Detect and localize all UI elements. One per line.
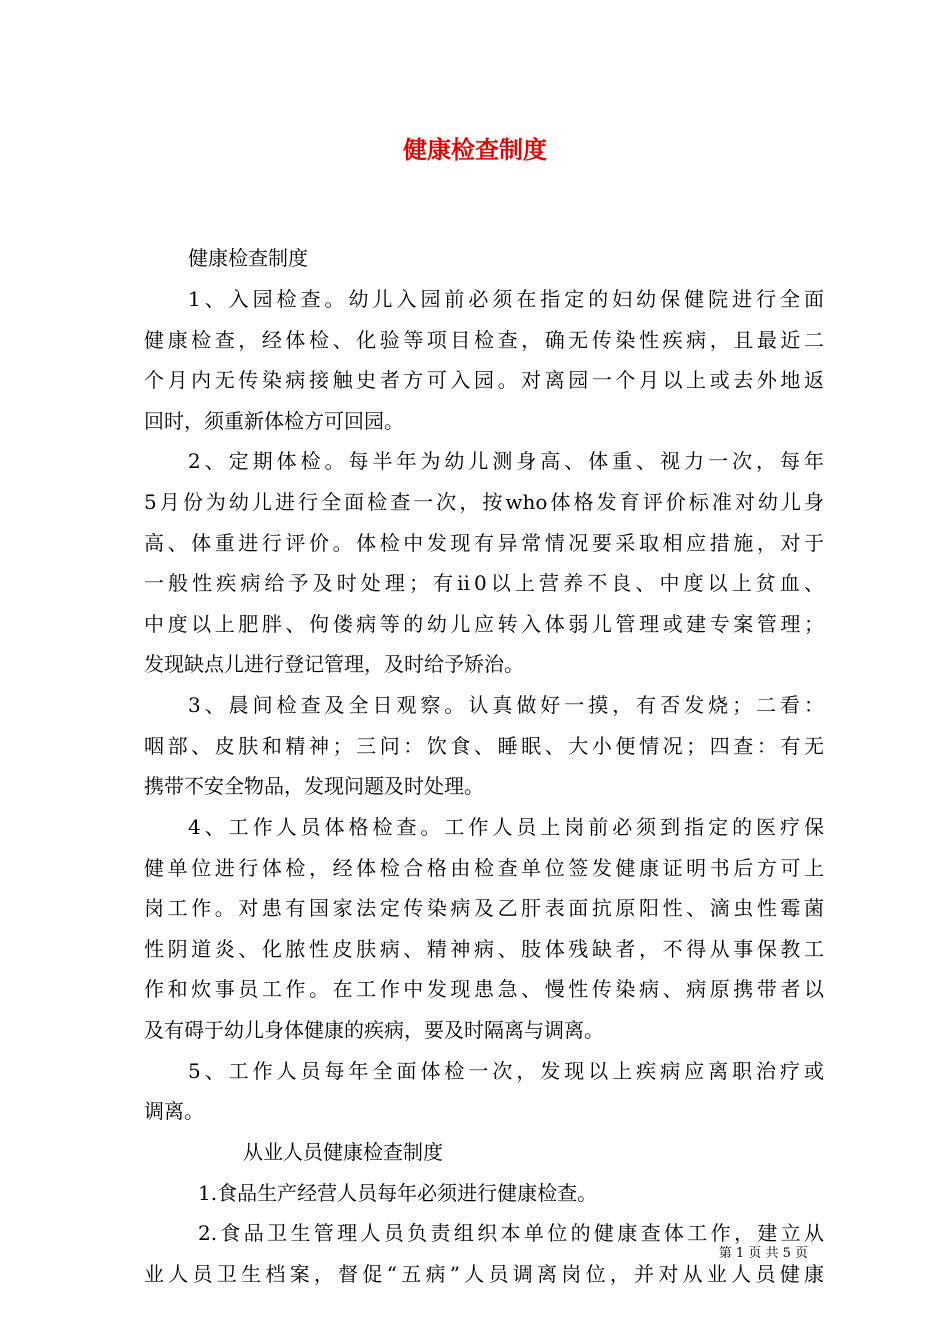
body-line: 健单位进行体检，经体检合格由检查单位签发健康证明书后方可上 [144, 856, 824, 880]
body-line: 回时，须重新体检方可回园。 [144, 409, 404, 433]
section-heading: 从业人员健康检查制度 [243, 1140, 443, 1164]
body-line: 1、入园检查。幼儿入园前必须在指定的妇幼保健院进行全面 [188, 287, 824, 311]
body-line: 2.食品卫生管理人员负责组织本单位的健康查体工作，建立从 [198, 1221, 824, 1245]
section-heading: 健康检查制度 [188, 246, 308, 270]
body-line: 4、工作人员体格检查。工作人员上岗前必须到指定的医疗保 [188, 815, 824, 839]
body-line: 发现缺点儿进行登记管理，及时给予矫治。 [144, 652, 524, 676]
body-line: 个月内无传染病接触史者方可入园。对离园一个月以上或去外地返 [144, 368, 824, 392]
body-line: 性阴道炎、化脓性皮肤病、精神病、肢体残缺者，不得从事保教工 [144, 937, 824, 961]
body-line: 高、体重进行评价。体检中发现有异常情况要采取相应措施，对于 [144, 531, 824, 555]
body-line: 业人员卫生档案，督促“五病”人员调离岗位，并对从业人员健康 [144, 1262, 824, 1286]
body-line: 5月份为幼儿进行全面检查一次，按who体格发育评价标准对幼儿身 [144, 490, 824, 514]
body-line: 一般性疾病给予及时处理；有ⅱ0以上营养不良、中度以上贫血、 [144, 571, 824, 595]
body-line: 咽部、皮肤和精神；三问：饮食、睡眠、大小便情况；四查：有无 [144, 734, 824, 758]
body-line: 调离。 [144, 1099, 204, 1123]
page-number: 第 1 页 共 5 页 [718, 1246, 808, 1261]
body-line: 3、晨间检查及全日观察。认真做好一摸，有否发烧；二看： [188, 693, 824, 717]
body-line: 及有碍于幼儿身体健康的疾病，要及时隔离与调离。 [144, 1018, 604, 1042]
body-line: 5、工作人员每年全面体检一次，发现以上疾病应离职治疗或 [188, 1059, 824, 1083]
body-line: 健康检查，经体检、化验等项目检查，确无传染性疾病，且最近二 [144, 328, 824, 352]
body-line: 1.食品生产经营人员每年必须进行健康检查。 [198, 1181, 598, 1205]
body-line: 岗工作。对患有国家法定传染病及乙肝表面抗原阳性、滴虫性霉菌 [144, 896, 824, 920]
body-line: 中度以上肥胖、佝偻病等的幼儿应转入体弱儿管理或建专案管理； [144, 612, 824, 636]
body-line: 作和炊事员工作。在工作中发现患急、慢性传染病、病原携带者以 [144, 977, 824, 1001]
body-line: 携带不安全物品，发现问题及时处理。 [144, 774, 484, 798]
page-title: 健康检查制度 [403, 135, 547, 164]
body-line: 2、定期体检。每半年为幼儿测身高、体重、视力一次，每年 [188, 449, 824, 473]
